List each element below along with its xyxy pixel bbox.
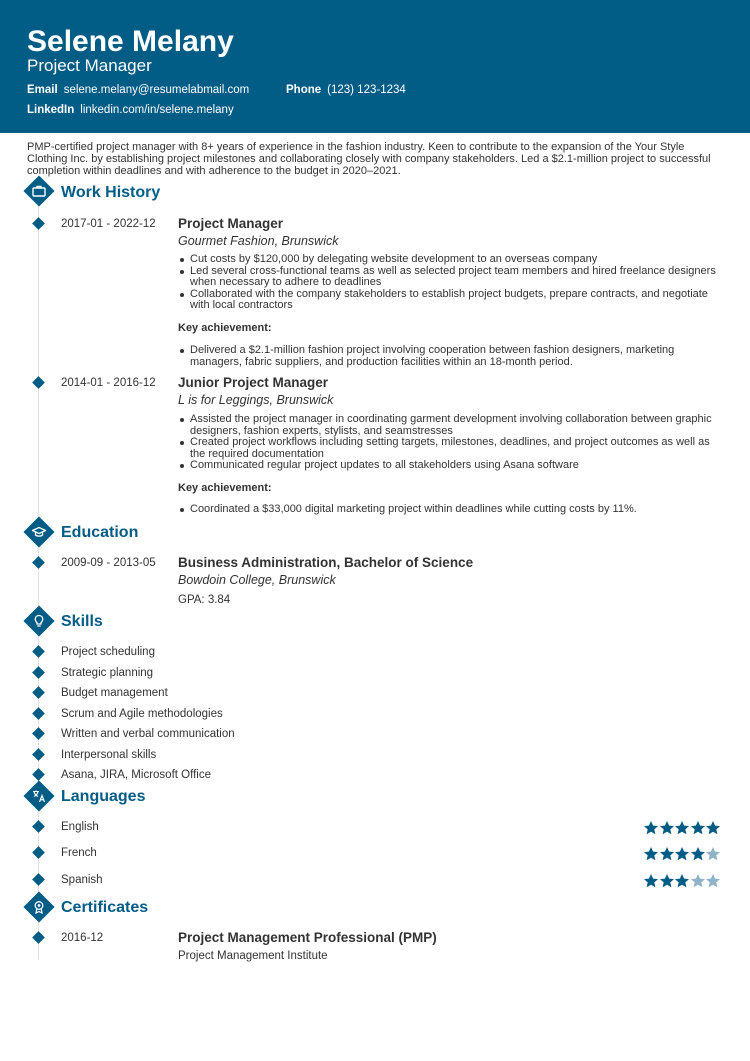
skill-item: Asana, JIRA, Microsoft Office (61, 769, 211, 781)
star-icon (659, 846, 675, 862)
job-title: Junior Project Manager (178, 375, 329, 390)
timeline-bullet (32, 931, 45, 944)
education-section-marker (24, 517, 54, 547)
profile-summary: PMP-certified project manager with 8+ years of experience in the fashion industry. Keen to contribute to the expansion of the Your Style Clothing Inc. by establishing project milestones and collaborating closely with company stakeholders. Led a $2.1-million project to successful completion within deadlines and with adherence to the budget in 2020–2021. (27, 141, 711, 177)
key-achievement-label: Key achievement: (178, 322, 272, 334)
key-achievement-list (178, 504, 718, 516)
key-achievement-label: Key achievement: (178, 482, 272, 494)
certificate-issuer: Project Management Institute (178, 950, 328, 962)
star-icon (705, 820, 721, 836)
briefcase-icon (31, 183, 47, 199)
timeline-bullet (32, 873, 45, 886)
job-title: Project Manager (178, 216, 284, 231)
school-name: Bowdoin College, Brunswick (178, 573, 336, 587)
education-heading: Education (61, 524, 139, 541)
language-rating (643, 846, 725, 862)
languages-heading: Languages (61, 788, 146, 805)
timeline-bullet (32, 820, 45, 833)
phone-label: Phone (286, 84, 322, 96)
list-item: Communicated regular project updates to all stakeholders using Asana software (178, 460, 718, 472)
email-value[interactable]: selene.melany@resumelabmail.com (63, 84, 250, 96)
language-rating (643, 873, 725, 889)
skill-item: Strategic planning (61, 667, 154, 679)
star-icon (674, 846, 690, 862)
star-icon (690, 820, 706, 836)
list-item: Created project workflows including setting targets, milestones, deadlines, and project outcomes as well as the required documentation (178, 437, 718, 460)
language-rating (643, 820, 725, 836)
timeline-bullet (32, 666, 45, 679)
work-section-marker (24, 176, 54, 206)
timeline-bullet (32, 556, 45, 569)
list-item: Assisted the project manager in coordinating garment development involving collaboration between graphic designers, fashion experts, stylists, and seamstresses (178, 414, 718, 437)
timeline-line (38, 190, 39, 960)
timeline-bullet (32, 645, 45, 658)
language-name: English (61, 821, 99, 833)
email-label: Email (27, 84, 58, 96)
list-item: Delivered a $2.1-million fashion project involving cooperation between fashion designers, marketing managers, fabric suppliers, and production facilities within an 18-month period. (178, 345, 718, 368)
skill-item: Project scheduling (61, 646, 155, 658)
timeline-bullet (32, 727, 45, 740)
skill-item: Budget management (61, 687, 168, 699)
job-company: L is for Leggings, Brunswick (178, 393, 334, 407)
job-duties-list (178, 254, 718, 312)
job-duties-list (178, 414, 718, 472)
header-banner (0, 0, 750, 133)
star-icon (659, 873, 675, 889)
key-achievement-list (178, 345, 718, 368)
timeline-bullet (32, 217, 45, 230)
job-dates: 2014-01 - 2016-12 (61, 377, 156, 389)
star-icon (674, 820, 690, 836)
skill-item: Scrum and Agile methodologies (61, 708, 223, 720)
gpa-value: GPA: 3.84 (178, 594, 231, 606)
star-icon (643, 873, 659, 889)
list-item: Led several cross-functional teams as well as selected project team members and hired freelance designers when necessary to adhere to deadlines (178, 266, 718, 289)
lightbulb-icon (31, 613, 47, 629)
job-company: Gourmet Fashion, Brunswick (178, 234, 339, 248)
linkedin-contact (27, 103, 234, 117)
certificates-section-marker (24, 892, 54, 922)
linkedin-value[interactable]: linkedin.com/in/selene.melany (80, 104, 234, 116)
skill-item: Written and verbal communication (61, 728, 235, 740)
certificate-date: 2016-12 (61, 932, 104, 944)
languages-section-marker (24, 781, 54, 811)
skills-section-marker (24, 606, 54, 636)
star-icon (643, 846, 659, 862)
certificate-icon (31, 899, 47, 915)
job-dates: 2017-01 - 2022-12 (61, 218, 156, 230)
linkedin-label: LinkedIn (27, 104, 75, 116)
star-icon (643, 820, 659, 836)
list-item: Coordinated a $33,000 digital marketing project within deadlines while cutting costs by 11%. (178, 504, 718, 516)
star-icon (690, 873, 706, 889)
graduation-cap-icon (31, 524, 47, 540)
certificates-heading: Certificates (61, 899, 149, 916)
certificate-name: Project Management Professional (PMP) (178, 930, 437, 945)
timeline-bullet (32, 376, 45, 389)
email-contact (27, 83, 249, 97)
skills-heading: Skills (61, 613, 103, 630)
skill-item: Interpersonal skills (61, 749, 157, 761)
star-icon (690, 846, 706, 862)
timeline-bullet (32, 686, 45, 699)
translate-icon (31, 788, 47, 804)
work-history-heading: Work History (61, 184, 161, 201)
language-name: French (61, 847, 97, 859)
star-icon (705, 873, 721, 889)
candidate-name: Selene Melany (27, 25, 234, 58)
star-icon (659, 820, 675, 836)
candidate-title: Project Manager (27, 56, 152, 75)
degree-title: Business Administration, Bachelor of Science (178, 555, 474, 570)
star-icon (705, 846, 721, 862)
language-name: Spanish (61, 874, 103, 886)
star-icon (674, 873, 690, 889)
list-item: Cut costs by $120,000 by delegating website development to an overseas company (178, 254, 718, 266)
list-item: Collaborated with the company stakeholders to establish project budgets, prepare contracts, and negotiate with local contractors (178, 289, 718, 312)
education-dates: 2009-09 - 2013-05 (61, 557, 156, 569)
timeline-bullet (32, 846, 45, 859)
timeline-bullet (32, 707, 45, 720)
phone-value[interactable]: (123) 123-1234 (327, 84, 406, 96)
phone-contact (286, 83, 406, 97)
timeline-bullet (32, 748, 45, 761)
